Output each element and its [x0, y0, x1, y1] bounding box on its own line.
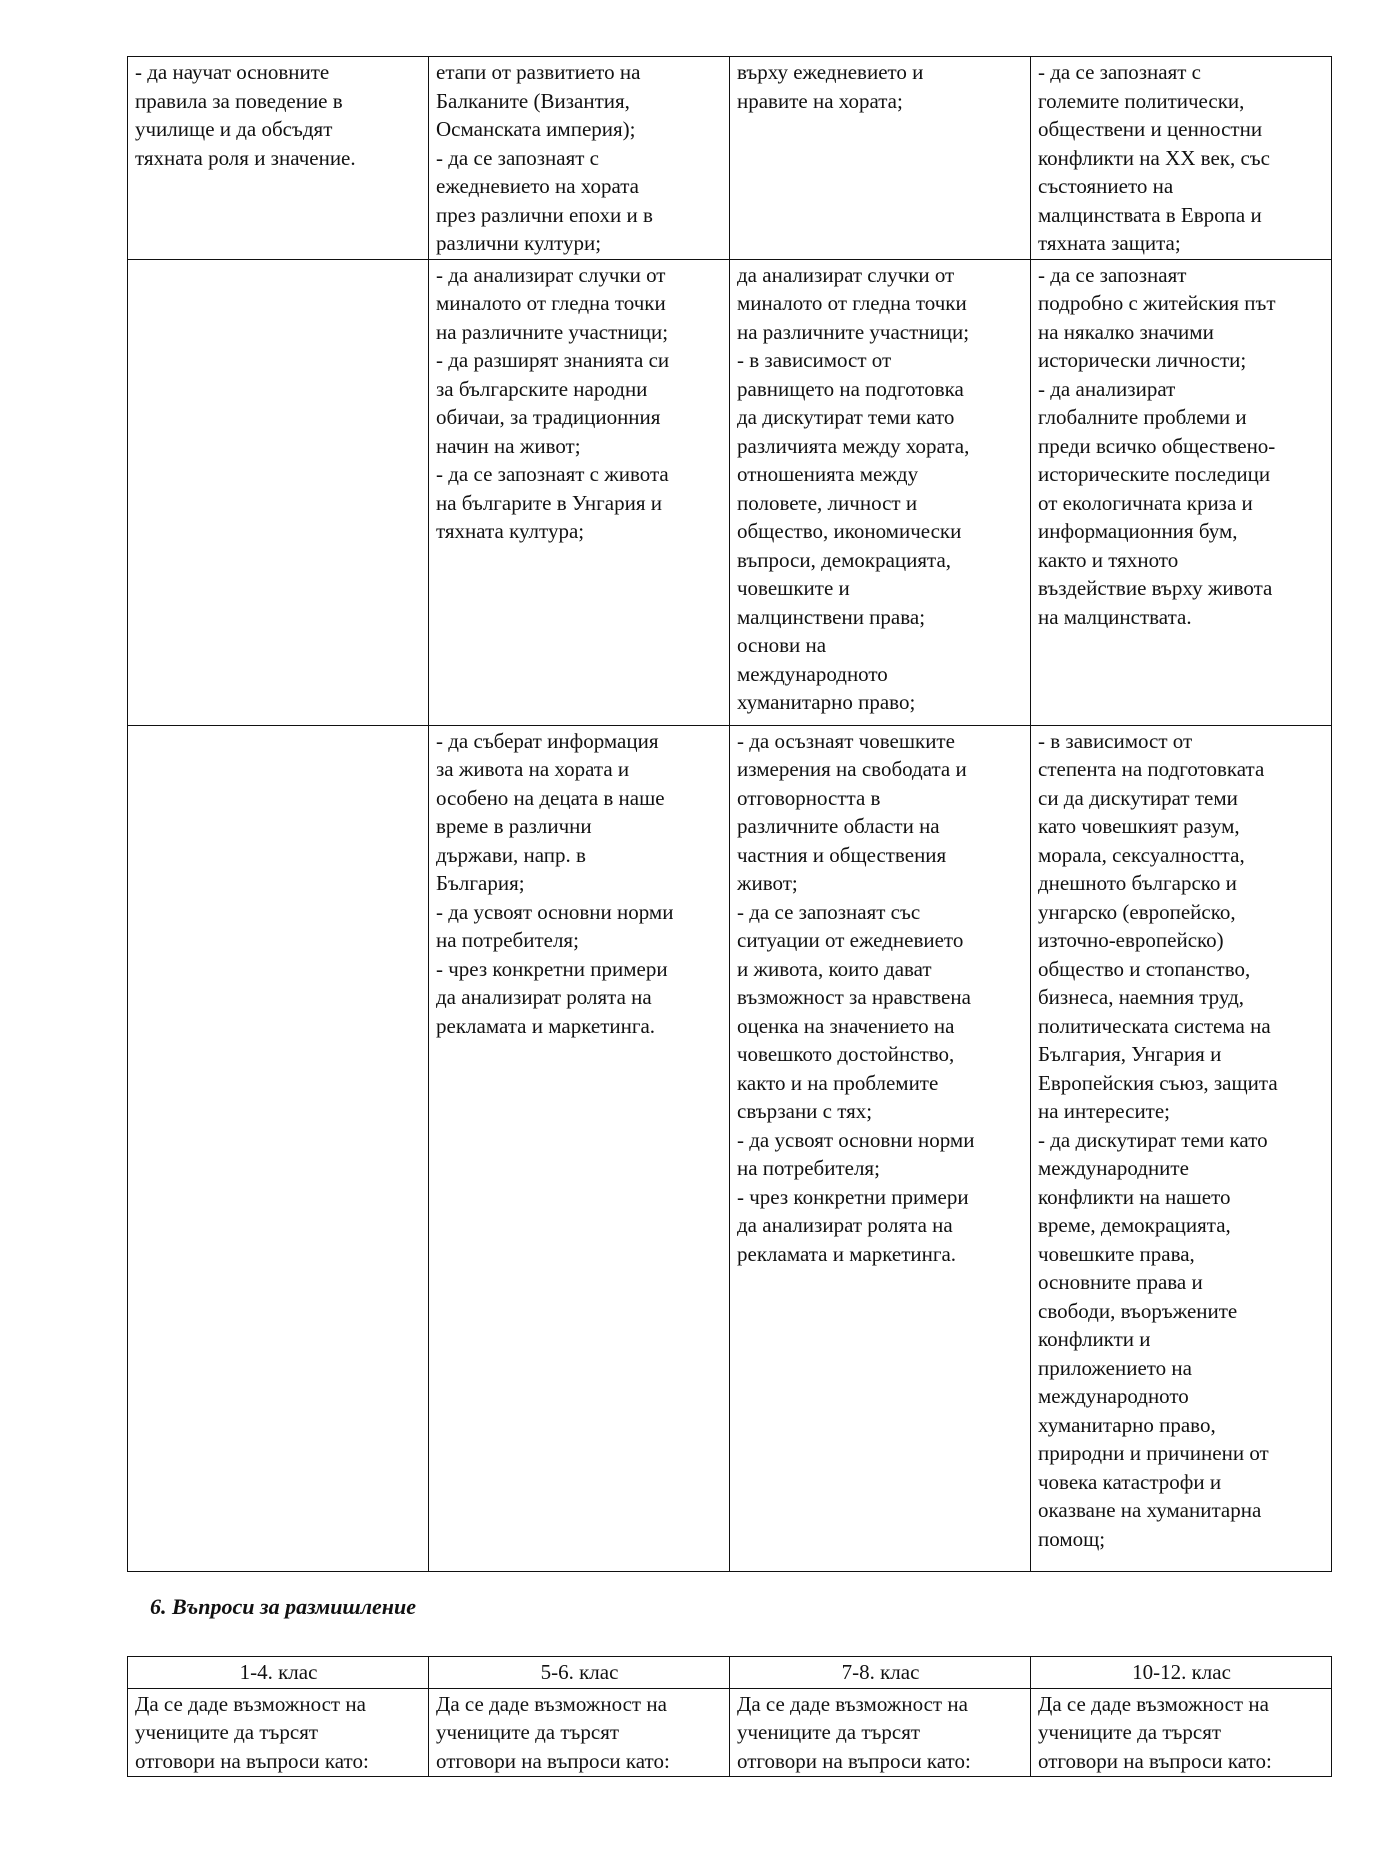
table-cell: - да научат основните правила за поведение в училище и да обсъдят тяхната роля и значение.	[128, 57, 429, 260]
table-cell: да анализират случки от миналото от гледна точки на различните участници; - в зависимост от равнището на подготовка да дискутират теми като различията между хората, отношенията между половете, личност и общество, икономически въпроси, демокрацията, човешките и малцинствени права; основи на международното хуманитарно право;	[730, 259, 1031, 725]
curriculum-goals-table	[127, 56, 1332, 1572]
table-cell: - да анализират случки от миналото от гледна точки на различните участници; - да разширят знанията си за българските народни обичаи, за традиционния начин на живот; - да се запознаят с живота на българите в Унгария и тяхната култура;	[429, 259, 730, 725]
reflection-questions-table	[127, 1656, 1332, 1777]
table-row	[128, 725, 1332, 1571]
table-cell: Да се даде възможност на учениците да търсят отговори на въпроси като:	[730, 1688, 1031, 1777]
table-cell: върху ежедневието и нравите на хората;	[730, 57, 1031, 260]
table-row	[128, 259, 1332, 725]
table-cell: - в зависимост от степента на подготовката си да дискутират теми като човешкият разум, морала, сексуалността, днешното българско и унгарско (европейско, източно-европейско) общество и стопанство, бизнеса, наемния труд, политическата система на България, Унгария и Европейския съюз, защита на интересите; - да дискутират теми като международните конфликти на нашето време, демокрацията, човешките права, основните права и свободи, въоръжените конфликти и приложението на международното хуманитарно право, природни и причинени от човека катастрофи и оказване на хуманитарна помощ;	[1031, 725, 1332, 1571]
table-header-row	[128, 1657, 1332, 1689]
table-cell: етапи от развитието на Балканите (Византия, Османската империя); - да се запознаят с ежедневието на хората през различни епохи и в различни култури;	[429, 57, 730, 260]
table-cell: Да се даде възможност на учениците да търсят отговори на въпроси като:	[1031, 1688, 1332, 1777]
table-cell	[128, 725, 429, 1571]
section-heading: 6. Въпроси за размишление	[150, 1594, 417, 1619]
grade-header-7-8: 7-8. клас	[730, 1657, 1031, 1689]
grade-header-1-4: 1-4. клас	[128, 1657, 429, 1689]
table-cell: - да се запознаят с големите политически, обществени и ценностни конфликти на XX век, със състоянието на малцинствата в Европа и тяхната защита;	[1031, 57, 1332, 260]
grade-header-5-6: 5-6. клас	[429, 1657, 730, 1689]
table-cell: - да съберат информация за живота на хората и особено на децата в наше време в различни държави, напр. в България; - да усвоят основни норми на потребителя; - чрез конкретни примери да анализират ролята на рекламата и маркетинга.	[429, 725, 730, 1571]
table-cell: Да се даде възможност на учениците да търсят отговори на въпроси като:	[128, 1688, 429, 1777]
table-cell: Да се даде възможност на учениците да търсят отговори на въпроси като:	[429, 1688, 730, 1777]
table-cell: - да се запознаят подробно с житейския път на някалко значими исторически личности; - да анализират глобалните проблеми и преди всичко обществено- историческите последици от екологичната криза и информационния бум, както и тяхното въздействие върху живота на малцинствата.	[1031, 259, 1332, 725]
grade-header-10-12: 10-12. клас	[1031, 1657, 1332, 1689]
table-row	[128, 1688, 1332, 1777]
table-cell: - да осъзнаят човешките измерения на свободата и отговорността в различните области на частния и обществения живот; - да се запознаят със ситуации от ежедневието и живота, които дават възможност за нравствена оценка на значението на човешкото достойнство, както и на проблемите свързани с тях; - да усвоят основни норми на потребителя; - чрез конкретни примери да анализират ролята на рекламата и маркетинга.	[730, 725, 1031, 1571]
table-row	[128, 57, 1332, 260]
table-cell	[128, 259, 429, 725]
